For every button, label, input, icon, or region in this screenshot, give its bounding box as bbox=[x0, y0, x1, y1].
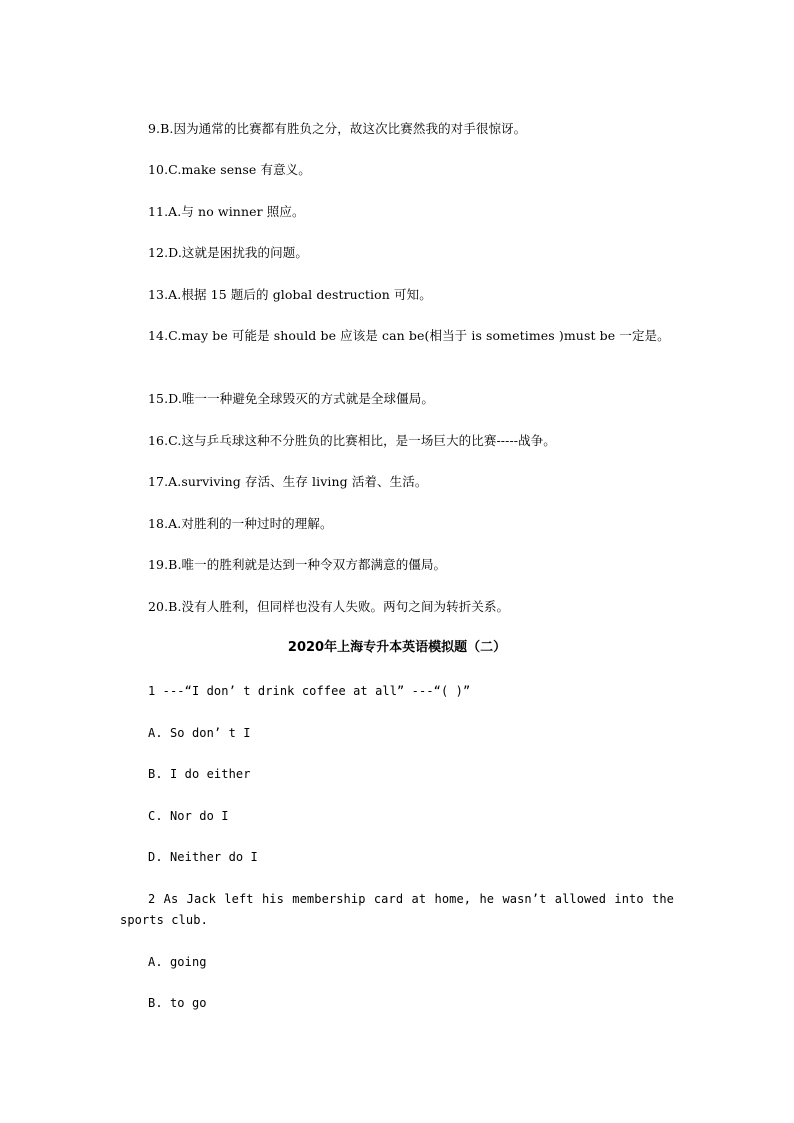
answer-10: 10.C.make sense 有意义。 bbox=[148, 162, 311, 177]
answer-9: 9.B.因为通常的比赛都有胜负之分，故这次比赛然我的对手很惊讶。 bbox=[148, 121, 527, 136]
answer-20: 20.B.没有人胜利，但同样也没有人失败。两句之间为转折关系。 bbox=[148, 599, 510, 614]
answer-14: 14.C.may be 可能是 should be 应该是 can be(相当于 is sometimes )must be 一定是。 bbox=[148, 328, 670, 343]
question-1-option-b: B. I do either bbox=[148, 767, 251, 781]
answer-13: 13.A.根据 15 题后的 global destruction 可知。 bbox=[148, 287, 432, 302]
question-1-option-a: A. So don’ t I bbox=[148, 726, 251, 740]
answer-19: 19.B.唯一的胜利就是达到一种令双方都满意的僵局。 bbox=[148, 557, 447, 572]
section-title: 2020年上海专升本英语模拟题（二） bbox=[287, 640, 507, 655]
answer-12: 12.D.这就是困扰我的问题。 bbox=[148, 245, 308, 260]
answer-15: 15.D.唯一一种避免全球毁灭的方式就是全球僵局。 bbox=[148, 391, 434, 406]
question-2-option-a: A. going bbox=[148, 955, 207, 969]
answer-17: 17.A.surviving 存活、生存 living 活着、生活。 bbox=[148, 474, 428, 489]
answer-11: 11.A.与 no winner 照应。 bbox=[148, 204, 305, 219]
question-2-option-b: B. to go bbox=[148, 996, 207, 1010]
answer-16: 16.C.这与乒乓球这种不分胜负的比赛相比，是一场巨大的比赛-----战争。 bbox=[148, 433, 556, 448]
question-1-option-d: D. Neither do I bbox=[148, 850, 258, 864]
question-1-stem: 1 ---“I don’ t drink coffee at all” ---“( )” bbox=[148, 684, 471, 698]
answer-18: 18.A.对胜利的一种过时的理解。 bbox=[148, 516, 333, 531]
question-2-stem: 2 As Jack left his membership card at home, he wasn’t allowed into the sports club. bbox=[120, 892, 674, 927]
question-1-option-c: C. Nor do I bbox=[148, 809, 229, 823]
